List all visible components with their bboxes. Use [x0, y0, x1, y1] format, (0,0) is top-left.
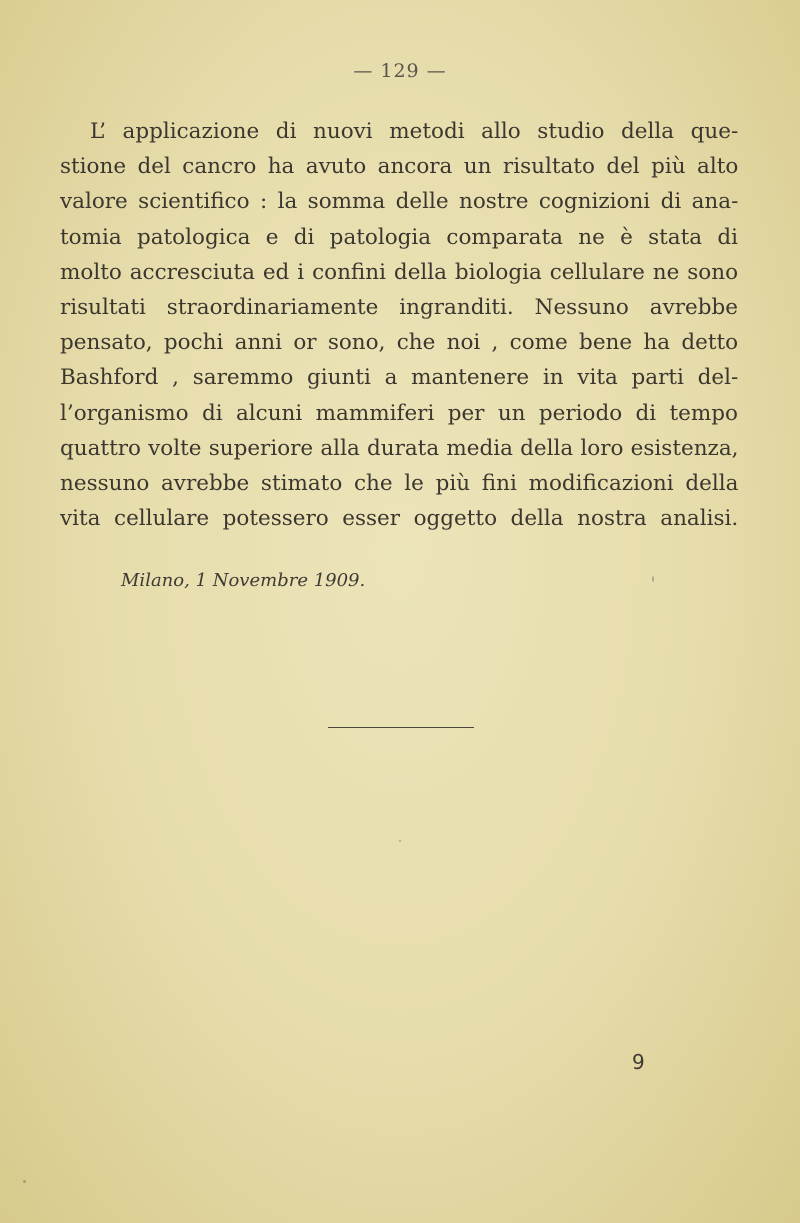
paragraph-line: Bashford , saremmo giunti a mantenere in vita parti del-: [60, 365, 739, 391]
paper-speck: [652, 576, 654, 582]
place-date-signature: Milano, 1 Novembre 1909.: [121, 570, 366, 591]
horizontal-rule: [328, 727, 474, 728]
paragraph-line: valore scientifico : la somma delle nostre cognizioni di ana-: [60, 189, 739, 215]
paragraph-line: vita cellulare potessero esser oggetto della nostra analisi.: [60, 506, 739, 532]
paragraph-line: stione del cancro ha avuto ancora un risultato del più alto: [60, 154, 739, 180]
paragraph-line: quattro volte superiore alla durata media della loro esistenza,: [60, 435, 739, 461]
paragraph-line: L’ applicazione di nuovi metodi allo studio della que-: [90, 119, 739, 144]
paper-speck: [23, 1180, 26, 1183]
paragraph-line: pensato, pochi anni or sono, che noi , come bene ha detto: [60, 330, 739, 356]
paragraph-line: risultati straordinariamente ingranditi. Nessuno avrebbe: [60, 295, 738, 321]
page-number-header: — 129 —: [353, 60, 447, 82]
paragraph-line: tomia patologica e di patologia comparata ne è stata di: [60, 224, 738, 250]
paragraph-line: molto accresciuta ed i confini della biologia cellulare ne sono: [60, 259, 739, 285]
body-paragraph: [60, 114, 738, 536]
folio-number: 9: [632, 1050, 645, 1074]
paper-speck: [399, 840, 401, 842]
paragraph-line: nessuno avrebbe stimato che le più fini modificazioni della: [60, 471, 739, 497]
paragraph-line: l’organismo di alcuni mammiferi per un periodo di tempo: [60, 400, 738, 426]
